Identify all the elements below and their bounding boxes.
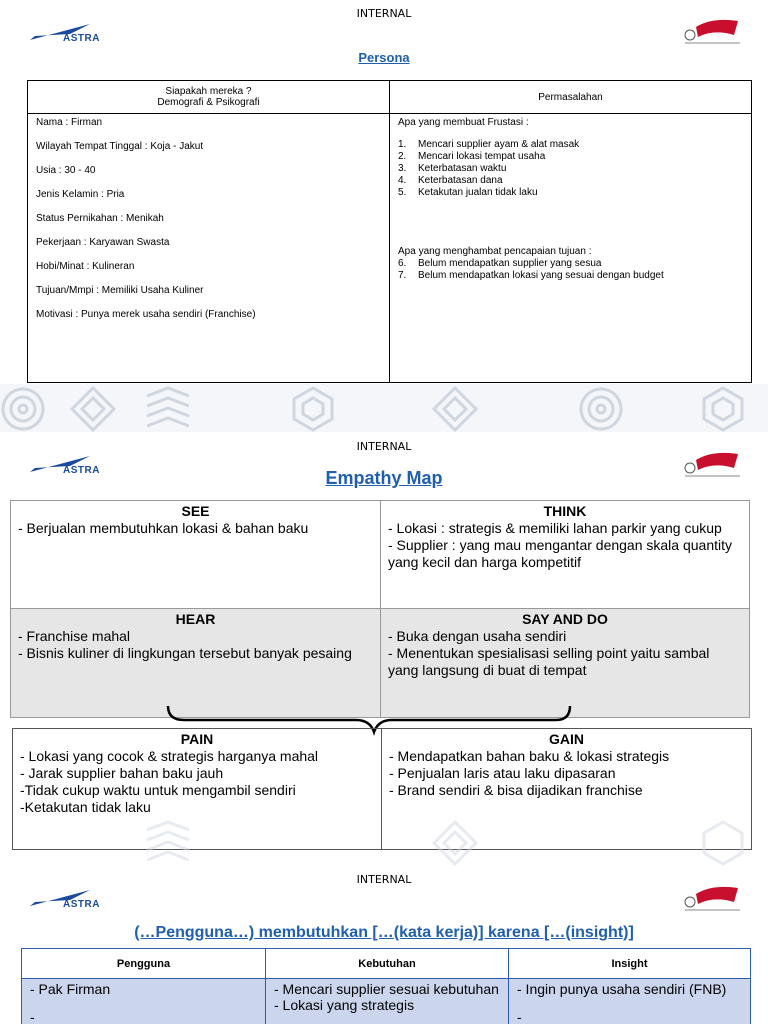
- pattern-icon: [700, 386, 746, 432]
- detail-job: Pekerjaan : Karyawan Swasta: [36, 237, 170, 248]
- empathy-map-title: Empathy Map: [325, 468, 443, 488]
- think-quadrant: THINK - Lokasi : strategis & memiliki lahan parkir yang cukup - Supplier : yang mau mengantar dengan skala quantity yang kecil dan harga kompetitif: [381, 501, 749, 609]
- pattern-icon: [578, 386, 624, 432]
- cell-insight: - Ingin punya usaha sendiri (FNB) -: [509, 979, 750, 1024]
- detail-gender: Jenis Kelamin : Pria: [36, 189, 125, 200]
- satu-indonesia-logo: [682, 882, 742, 914]
- empathy-map-grid: [10, 500, 750, 718]
- pain-quadrant: PAIN - Lokasi yang cocok & strategis harganya mahal - Jarak supplier bahan baku jauh -Tidak cukup waktu untuk mengambil sendiri -Ketakutan tidak laku: [13, 729, 382, 849]
- pattern-icon: [145, 386, 191, 432]
- header-pengguna: Pengguna: [22, 949, 266, 979]
- persona-header-who: Siapakah mereka ? Demografi & Psikografi: [28, 81, 389, 114]
- pattern-icon: [0, 386, 46, 432]
- list-item: 6. Belum mendapatkan supplier yang sesua: [398, 258, 602, 269]
- frustration-heading: Apa yang membuat Frustasi :: [398, 117, 529, 128]
- hear-quadrant: HEAR - Franchise mahal - Bisnis kuliner di lingkungan tersebut banyak pesaing: [11, 609, 381, 717]
- obstacle-list: [398, 258, 748, 282]
- pattern-icon: [432, 820, 478, 866]
- internal-label: INTERNAL: [356, 440, 412, 453]
- cell-pengguna: - Pak Firman -: [22, 979, 266, 1024]
- see-quadrant: SEE - Berjualan membutuhkan lokasi & bahan baku: [11, 501, 381, 609]
- detail-age: Usia : 30 - 40: [36, 165, 96, 176]
- persona-header-problems: Permasalahan: [390, 81, 751, 114]
- pattern-icon: [145, 820, 191, 866]
- satu-indonesia-logo: [682, 15, 742, 47]
- gain-quadrant: GAIN - Mendapatkan bahan baku & lokasi strategis - Penjualan laris atau laku dipasaran - Brand sendiri & bisa dijadikan franchise: [389, 731, 670, 798]
- detail-motivation: Motivasi : Punya merek usaha sendiri (Franchise): [36, 309, 256, 320]
- pattern-icon: [70, 386, 116, 432]
- astra-logo: ASTRA: [30, 454, 110, 478]
- list-item: 2. Mencari lokasi tempat usaha: [398, 151, 546, 162]
- pattern-icon: [432, 386, 478, 432]
- needs-table: [21, 948, 751, 1024]
- pattern-icon: [290, 386, 336, 432]
- pattern-icon: [700, 820, 746, 866]
- list-item: 5. Ketakutan jualan tidak laku: [398, 187, 538, 198]
- detail-marital: Status Pernikahan : Menikah: [36, 213, 164, 224]
- persona-slide: [0, 0, 768, 384]
- detail-name: Nama : Firman: [36, 117, 103, 128]
- internal-label: INTERNAL: [356, 873, 412, 886]
- frustration-list: [398, 139, 748, 199]
- empathy-map-slide: [0, 432, 768, 852]
- needs-statement-slide: [0, 868, 768, 1024]
- internal-label: INTERNAL: [356, 7, 412, 20]
- persona-title: Persona: [358, 50, 410, 65]
- column-divider: [389, 81, 390, 382]
- astra-logo: ASTRA: [30, 22, 110, 46]
- header-insight: Insight: [509, 949, 750, 979]
- list-item: 7. Belum mendapatkan lokasi yang sesuai dengan budget: [398, 270, 664, 281]
- detail-goal: Tujuan/Mmpi : Memiliki Usaha Kuliner: [36, 285, 204, 296]
- astra-logo: ASTRA: [30, 888, 110, 912]
- needs-statement-title: (…Pengguna…) membutuhkan […(kata kerja)] karena […(insight)]: [134, 924, 634, 941]
- detail-hobby: Hobi/Minat : Kulineran: [36, 261, 135, 272]
- persona-problems: [398, 117, 748, 282]
- persona-details: [36, 117, 381, 333]
- slide-separator: [0, 818, 768, 868]
- list-item: 3. Keterbatasan waktu: [398, 163, 507, 174]
- header-kebutuhan: Kebutuhan: [266, 949, 509, 979]
- obstacle-heading: Apa yang menghambat pencapaian tujuan :: [398, 246, 592, 257]
- say-do-quadrant: SAY AND DO - Buka dengan usaha sendiri - Menentukan spesialisasi selling point yaitu sambal yang langsung di buat di tempat: [381, 609, 749, 717]
- slide-separator: [0, 384, 768, 432]
- persona-table: [27, 80, 752, 383]
- cell-kebutuhan: - Mencari supplier sesuai kebutuhan - Lokasi yang strategis: [266, 979, 509, 1024]
- list-item: 4. Keterbatasan dana: [398, 175, 503, 186]
- list-item: 1. Mencari supplier ayam & alat masak: [398, 139, 580, 150]
- detail-region: Wilayah Tempat Tinggal : Koja - Jakut: [36, 141, 204, 152]
